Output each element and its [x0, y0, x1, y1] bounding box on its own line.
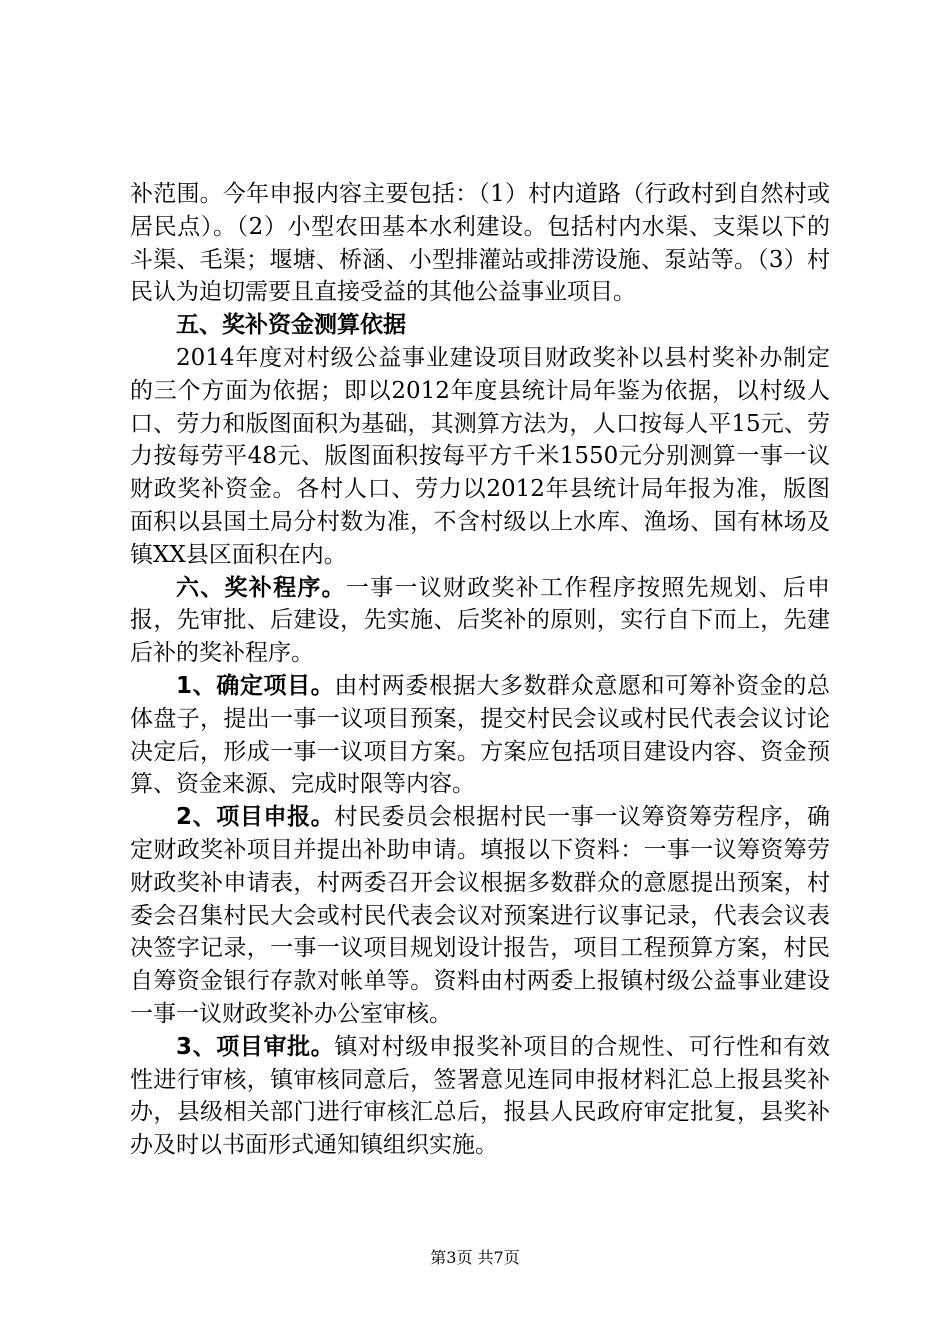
paragraph-project-application: [130, 801, 830, 1031]
paragraph-lead-heading: 3、项目审批。: [176, 1033, 335, 1060]
paragraph-lead-heading: 2、项目申报。: [176, 804, 335, 831]
document-body: [130, 178, 830, 1162]
paragraph-lead-heading: 1、确定项目。: [176, 672, 335, 699]
paragraph-text: 村民委员会根据村民一事一议筹资筹劳程序，确定财政奖补项目并提出补助申请。填报以下资料：一事一议筹资筹劳财政奖补申请表，村两委召开会议根据多数群众的意愿提出预案，村委会召集村民大会或村民代表会议对预案进行议事记录，代表会议表决签字记录，一事一议项目规划设计报告，项目工程预算方案，村民自筹资金银行存款对帐单等。资料由村两委上报镇村级公益事业建设一事一议财政奖补办公室审核。: [130, 804, 831, 1027]
paragraph-text: 由村两委根据大多数群众意愿和可筹补资金的总体盘子，提出一事一议项目预案，提交村民会议或村民代表会议讨论决定后，形成一事一议项目方案。方案应包括项目建设内容、资金预算、资金来源、完成时限等内容。: [130, 672, 831, 798]
section-heading-funding-basis: 五、奖补资金测算依据: [176, 312, 406, 339]
page-number: 第3页 共7页: [430, 1248, 520, 1267]
paragraph-scope-continuation: [130, 178, 830, 309]
paragraph-confirm-project: [130, 670, 830, 801]
paragraph-text: 补范围。今年申报内容主要包括：（1）村内道路（行政村到自然村或居民点）。（2）小型农田基本水利建设。包括村内水渠、支渠以下的斗渠、毛渠；堰塘、桥涵、小型排灌站或排涝设施、泵站等。（3）村民认为迫切需要且直接受益的其他公益事业项目。: [130, 181, 830, 306]
paragraph-text: 镇对村级申报奖补项目的合规性、可行性和有效性进行审核，镇审核同意后，签署意见连同申报材料汇总上报县奖补办，县级相关部门进行审核汇总后，报县人民政府审定批复，县奖补办及时以书面形式通知镇组织实施。: [130, 1033, 831, 1159]
paragraph-project-approval: [130, 1031, 830, 1162]
page-footer: [0, 1245, 950, 1268]
paragraph-procedure: [130, 572, 830, 670]
paragraph-text: 一事一议财政奖补工作程序按照先规划、后申报，先审批、后建设，先实施、后奖补的原则，实行自下而上，先建后补的奖补程序。: [130, 574, 831, 667]
paragraph-funding-basis: [130, 342, 830, 572]
paragraph-lead-heading: 六、奖补程序。: [176, 574, 346, 601]
paragraph-text: 2014年度对村级公益事业建设项目财政奖补以县村奖补办制定的三个方面为依据；即以2012年度县统计局年鉴为依据，以村级人口、劳力和版图面积为基础，其测算方法为，人口按每人平15元、劳力按每劳平48元、版图面积按每平方千米1550元分别测算一事一议财政奖补资金。各村人口、劳力以2012年县统计局年报为准，版图面积以县国土局分村数为准，不含村级以上水库、渔场、国有林场及镇XX县区面积在内。: [130, 344, 830, 568]
